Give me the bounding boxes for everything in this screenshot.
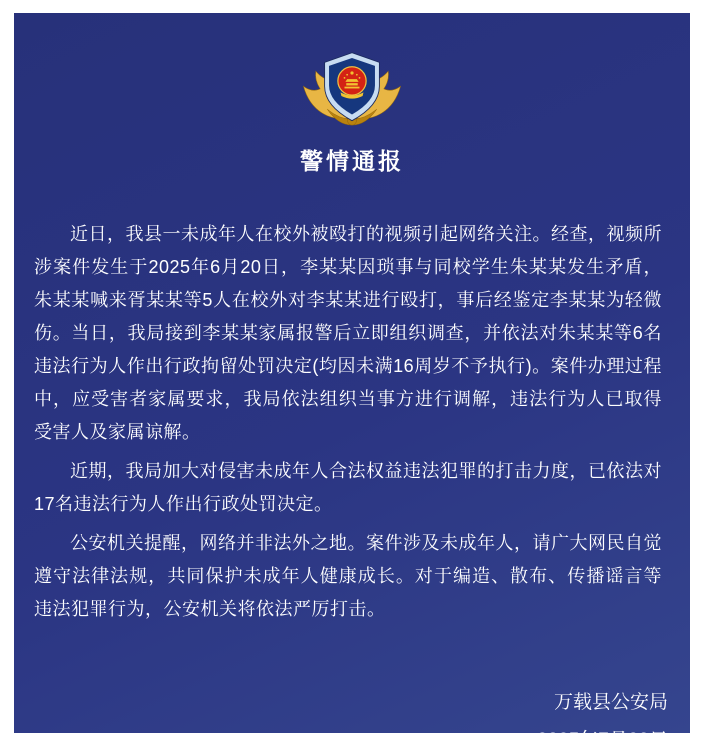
- notice-panel: [14, 13, 690, 747]
- notice-title: 警情通报: [300, 148, 404, 174]
- notice-paragraph-3: 公安机关提醒，网络并非法外之地。案件涉及未成年人，请广大网民自觉遵守法律法规，共同保护未成年人健康成长。对于编造、散布、传播谣言等违法犯罪行为，公安机关将依法严厉打击。: [34, 533, 662, 619]
- signature-agency: 万载县公安局: [553, 692, 668, 713]
- notice-signature: [14, 684, 690, 747]
- signature-date: 2025年7月22日: [537, 730, 668, 747]
- police-badge-icon: [14, 13, 690, 131]
- police-badge-svg: [299, 45, 405, 131]
- notice-paragraph-2: 近期，我局加大对侵害未成年人合法权益违法犯罪的打击力度，已依法对17名违法行为人作出行政处罚决定。: [34, 461, 662, 514]
- notice-paragraph-1: 近日，我县一未成年人在校外被殴打的视频引起网络关注。经查，视频所涉案件发生于2025年6月20日，李某某因琐事与同校学生朱某某发生矛盾，朱某某喊来胥某某等5人在校外对李某某进行殴打，事后经鉴定李某某为轻微伤。当日，我局接到李某某家属报警后立即组织调查，并依法对朱某某等6名违法行为人作出行政拘留处罚决定(均因未满16周岁不予执行)。案件办理过程中，应受害者家属要求，我局依法组织当事方进行调解，违法行为人已取得受害人及家属谅解。: [34, 224, 662, 442]
- notice-body: [34, 218, 662, 626]
